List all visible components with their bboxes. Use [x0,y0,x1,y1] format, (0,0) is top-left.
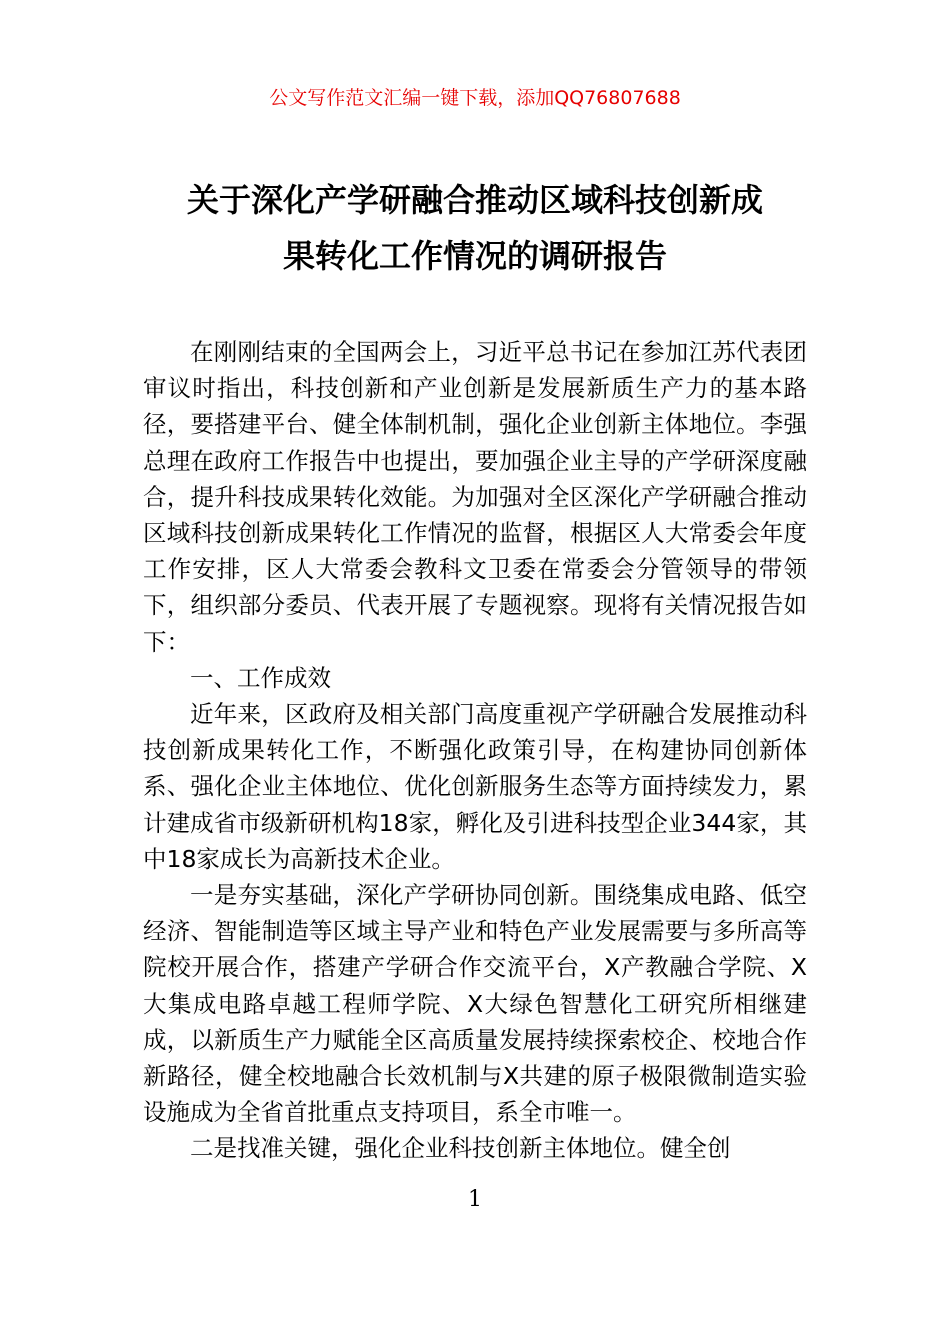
section-heading: 一、工作成效 [190,663,331,692]
header-note: 公文写作范文汇编一键下载，添加QQ76807688 [269,87,681,109]
paragraph-intro: 在刚刚结束的全国两会上，习近平总书记在参加江苏代表团审议时指出，科技创新和产业创新是发展新质生产力的基本路径，要搭建平台、健全体制机制，强化企业创新主体地位。李强总理在政府工作报告中也提出，要加强企业主导的产学研深度融合，提升科技成果转化效能。为加强对全区深化产学研融合推动区域科技创新成果转化工作情况的监督，根据区人大常委会年度工作安排，区人大常委会教科文卫委在常委会分管领导的带领下，组织部分委员、代表开展了专题视察。现将有关情况报告如下： [143,338,807,656]
paragraph-point-two: 二是找准关键，强化企业科技创新主体地位。健全创 [190,1134,731,1163]
paragraph-achievements: 近年来，区政府及相关部门高度重视产学研融合发展推动科技创新成果转化工作，不断强化政策引导，在构建协同创新体系、强化企业主体地位、优化创新服务生态等方面持续发力，累计建成省市级新研机构18家，孵化及引进科技型企业344家，其中18家成长为高新技术企业。 [143,700,807,873]
title-line-1: 关于深化产学研融合推动区域科技创新成 [186,181,763,219]
paragraph-point-one: 一是夯实基础，深化产学研协同创新。围绕集成电路、低空经济、智能制造等区域主导产业和特色产业发展需要与多所高等院校开展合作，搭建产学研合作交流平台，X产教融合学院、X大集成电路卓越工程师学院、X大绿色智慧化工研究所相继建成，以新质生产力赋能全区高质量发展持续探索校企、校地合作新路径，健全校地融合长效机制与X共建的原子极限微制造实验设施成为全省首批重点支持项目，系全市唯一。 [143,881,807,1127]
document-body [143,334,807,1167]
document-title [145,172,805,284]
page-number: 1 [468,1187,482,1212]
title-line-2: 果转化工作情况的调研报告 [282,237,667,275]
